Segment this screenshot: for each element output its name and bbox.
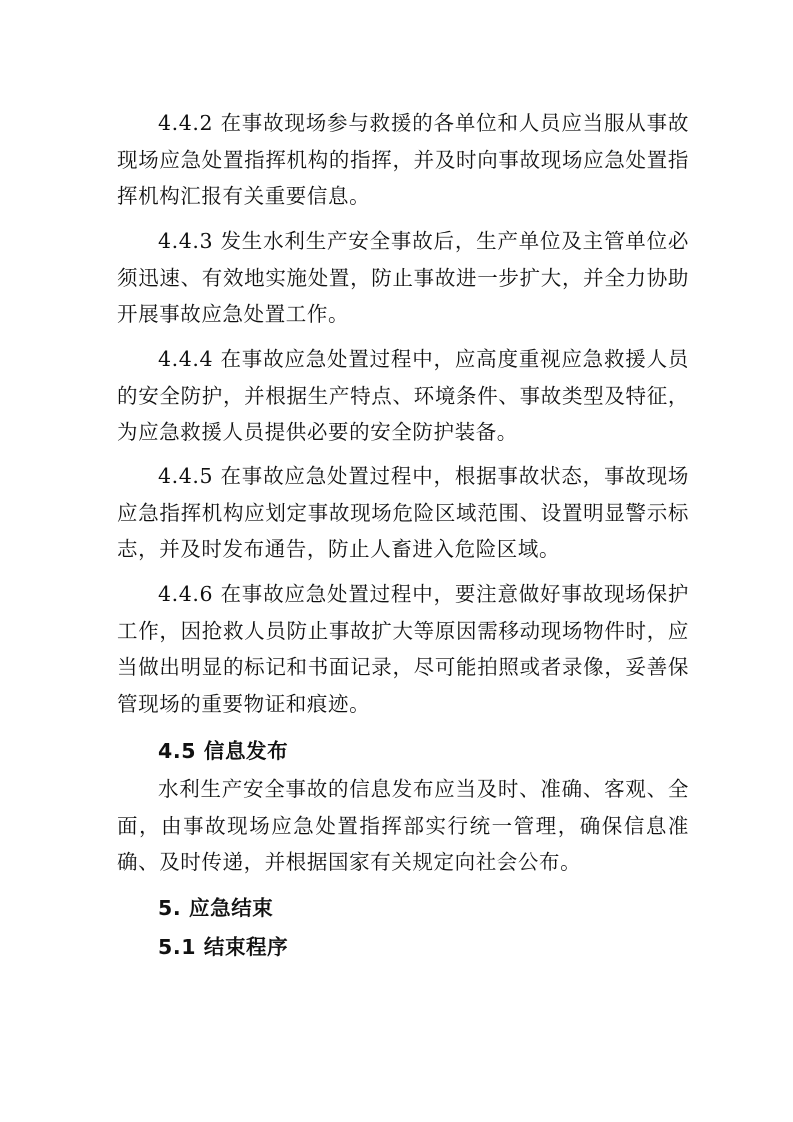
section-heading-5-1: 5.1 结束程序 — [158, 935, 289, 959]
section-heading-4-5: 4.5 信息发布 — [158, 739, 289, 763]
paragraph-4-4-6: 4.4.6 在事故应急处置过程中，要注意做好事故现场保护工作，因抢救人员防止事故扩大等原因需移动现场物件时，应当做出明显的标记和书面记录，尽可能拍照或者录像，妥善保管现场的重要物证和痕迹。 — [117, 582, 689, 716]
paragraph-4-5-body: 水利生产安全事故的信息发布应当及时、准确、客观、全面，由事故现场应急处置指挥部实行统一管理，确保信息准确、及时传递，并根据国家有关规定向社会公布。 — [117, 777, 689, 874]
paragraph-4-4-2: 4.4.2 在事故现场参与救援的各单位和人员应当服从事故现场应急处置指挥机构的指挥，并及时向事故现场应急处置指挥机构汇报有关重要信息。 — [117, 111, 689, 208]
paragraph-4-4-3: 4.4.3 发生水利生产安全事故后，生产单位及主管单位必须迅速、有效地实施处置，防止事故进一步扩大，并全力协助开展事故应急处置工作。 — [117, 229, 689, 326]
section-heading-5: 5. 应急结束 — [158, 896, 274, 920]
paragraph-4-4-5: 4.4.5 在事故应急处置过程中，根据事故状态，事故现场应急指挥机构应划定事故现场危险区域范围、设置明显警示标志，并及时发布通告，防止人畜进入危险区域。 — [117, 464, 689, 561]
paragraph-4-4-4: 4.4.4 在事故应急处置过程中，应高度重视应急救援人员的安全防护，并根据生产特点、环境条件、事故类型及特征，为应急救援人员提供必要的安全防护装备。 — [117, 347, 689, 444]
